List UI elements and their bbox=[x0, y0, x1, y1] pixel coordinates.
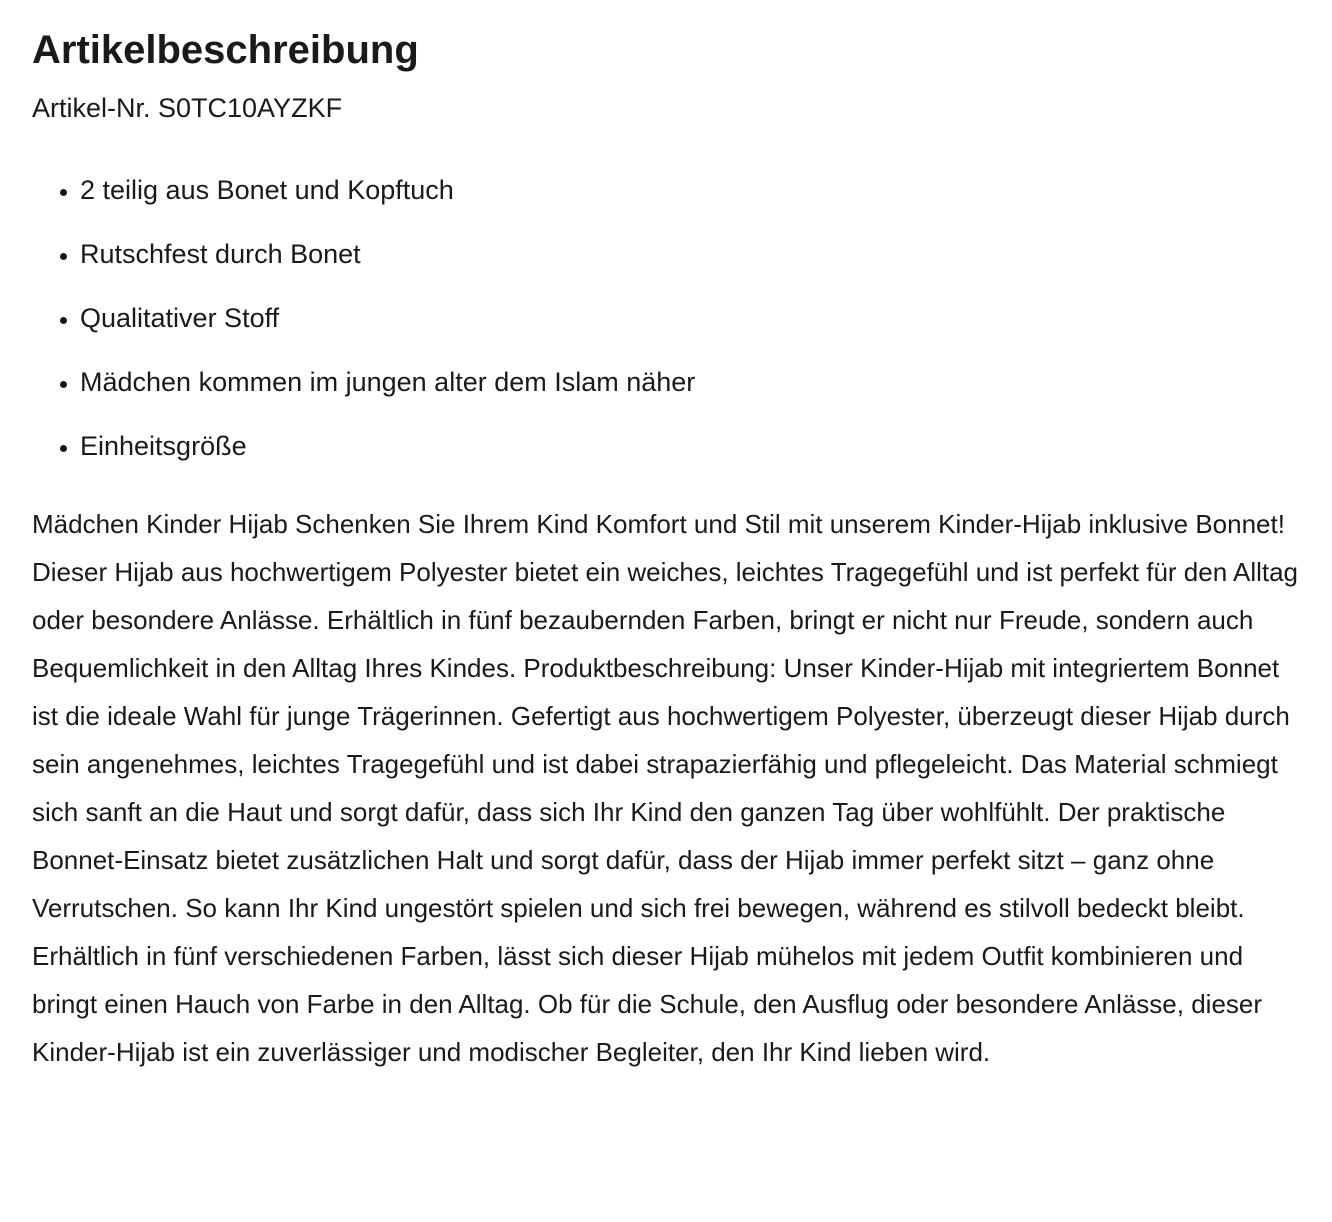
article-number: Artikel-Nr. S0TC10AYZKF bbox=[32, 93, 343, 123]
section-title: Artikelbeschreibung bbox=[32, 28, 419, 72]
feature-item: • Rutschfest durch Bonet bbox=[80, 234, 1304, 274]
feature-item: • Mädchen kommen im jungen alter dem Islam näher bbox=[80, 362, 1304, 402]
description-text: Mädchen Kinder Hijab Schenken Sie Ihrem Kind Komfort und Stil mit unserem Kinder-Hijab inklusive Bonnet! Dieser Hijab aus hochwertigem Polyester bietet ein weiches, leichtes Tragegefühl und ist perfekt für den Alltag oder besondere Anlässe. Erhältlich in fünf bezaubernden Farben, bringt er nicht nur Freude, sondern auch Bequemlichkeit in den Alltag Ihres Kindes. Produktbeschreibung: Unser Kinder-Hijab mit integriertem Bonnet ist die ideale Wahl für junge Trägerinnen. Gefertigt aus hochwertigem Polyester, überzeugt dieser Hijab durch sein angenehmes, leichtes Tragegefühl und ist dabei strapazierfähig und pflegeleicht. Das Material schmiegt sich sanft an die Haut und sorgt dafür, dass sich Ihr Kind den ganzen Tag über wohlfühlt. Der praktische Bonnet-Einsatz bietet zusätzlichen Halt und sorgt dafür, dass der Hijab immer perfekt sitzt – ganz ohne Verrutschen. So kann Ihr Kind ungestört spielen und sich frei bewegen, während es stilvoll bedeckt bleibt. Erhältlich in fünf verschiedenen Farben, lässt sich dieser Hijab mühelos mit jedem Outfit kombinieren und bringt einen Hauch von Farbe in den Alltag. Ob für die Schule, den Ausflug oder besondere Anlässe, dieser Kinder-Hijab ist ein zuverlässiger und modischer Begleiter, den Ihr Kind lieben wird. bbox=[32, 509, 1299, 1067]
feature-list bbox=[32, 170, 1304, 466]
feature-item: • Qualitativer Stoff bbox=[80, 298, 1304, 338]
feature-item: • 2 teilig aus Bonet und Kopftuch bbox=[80, 170, 1304, 210]
feature-item: • Einheitsgröße bbox=[80, 426, 1304, 466]
